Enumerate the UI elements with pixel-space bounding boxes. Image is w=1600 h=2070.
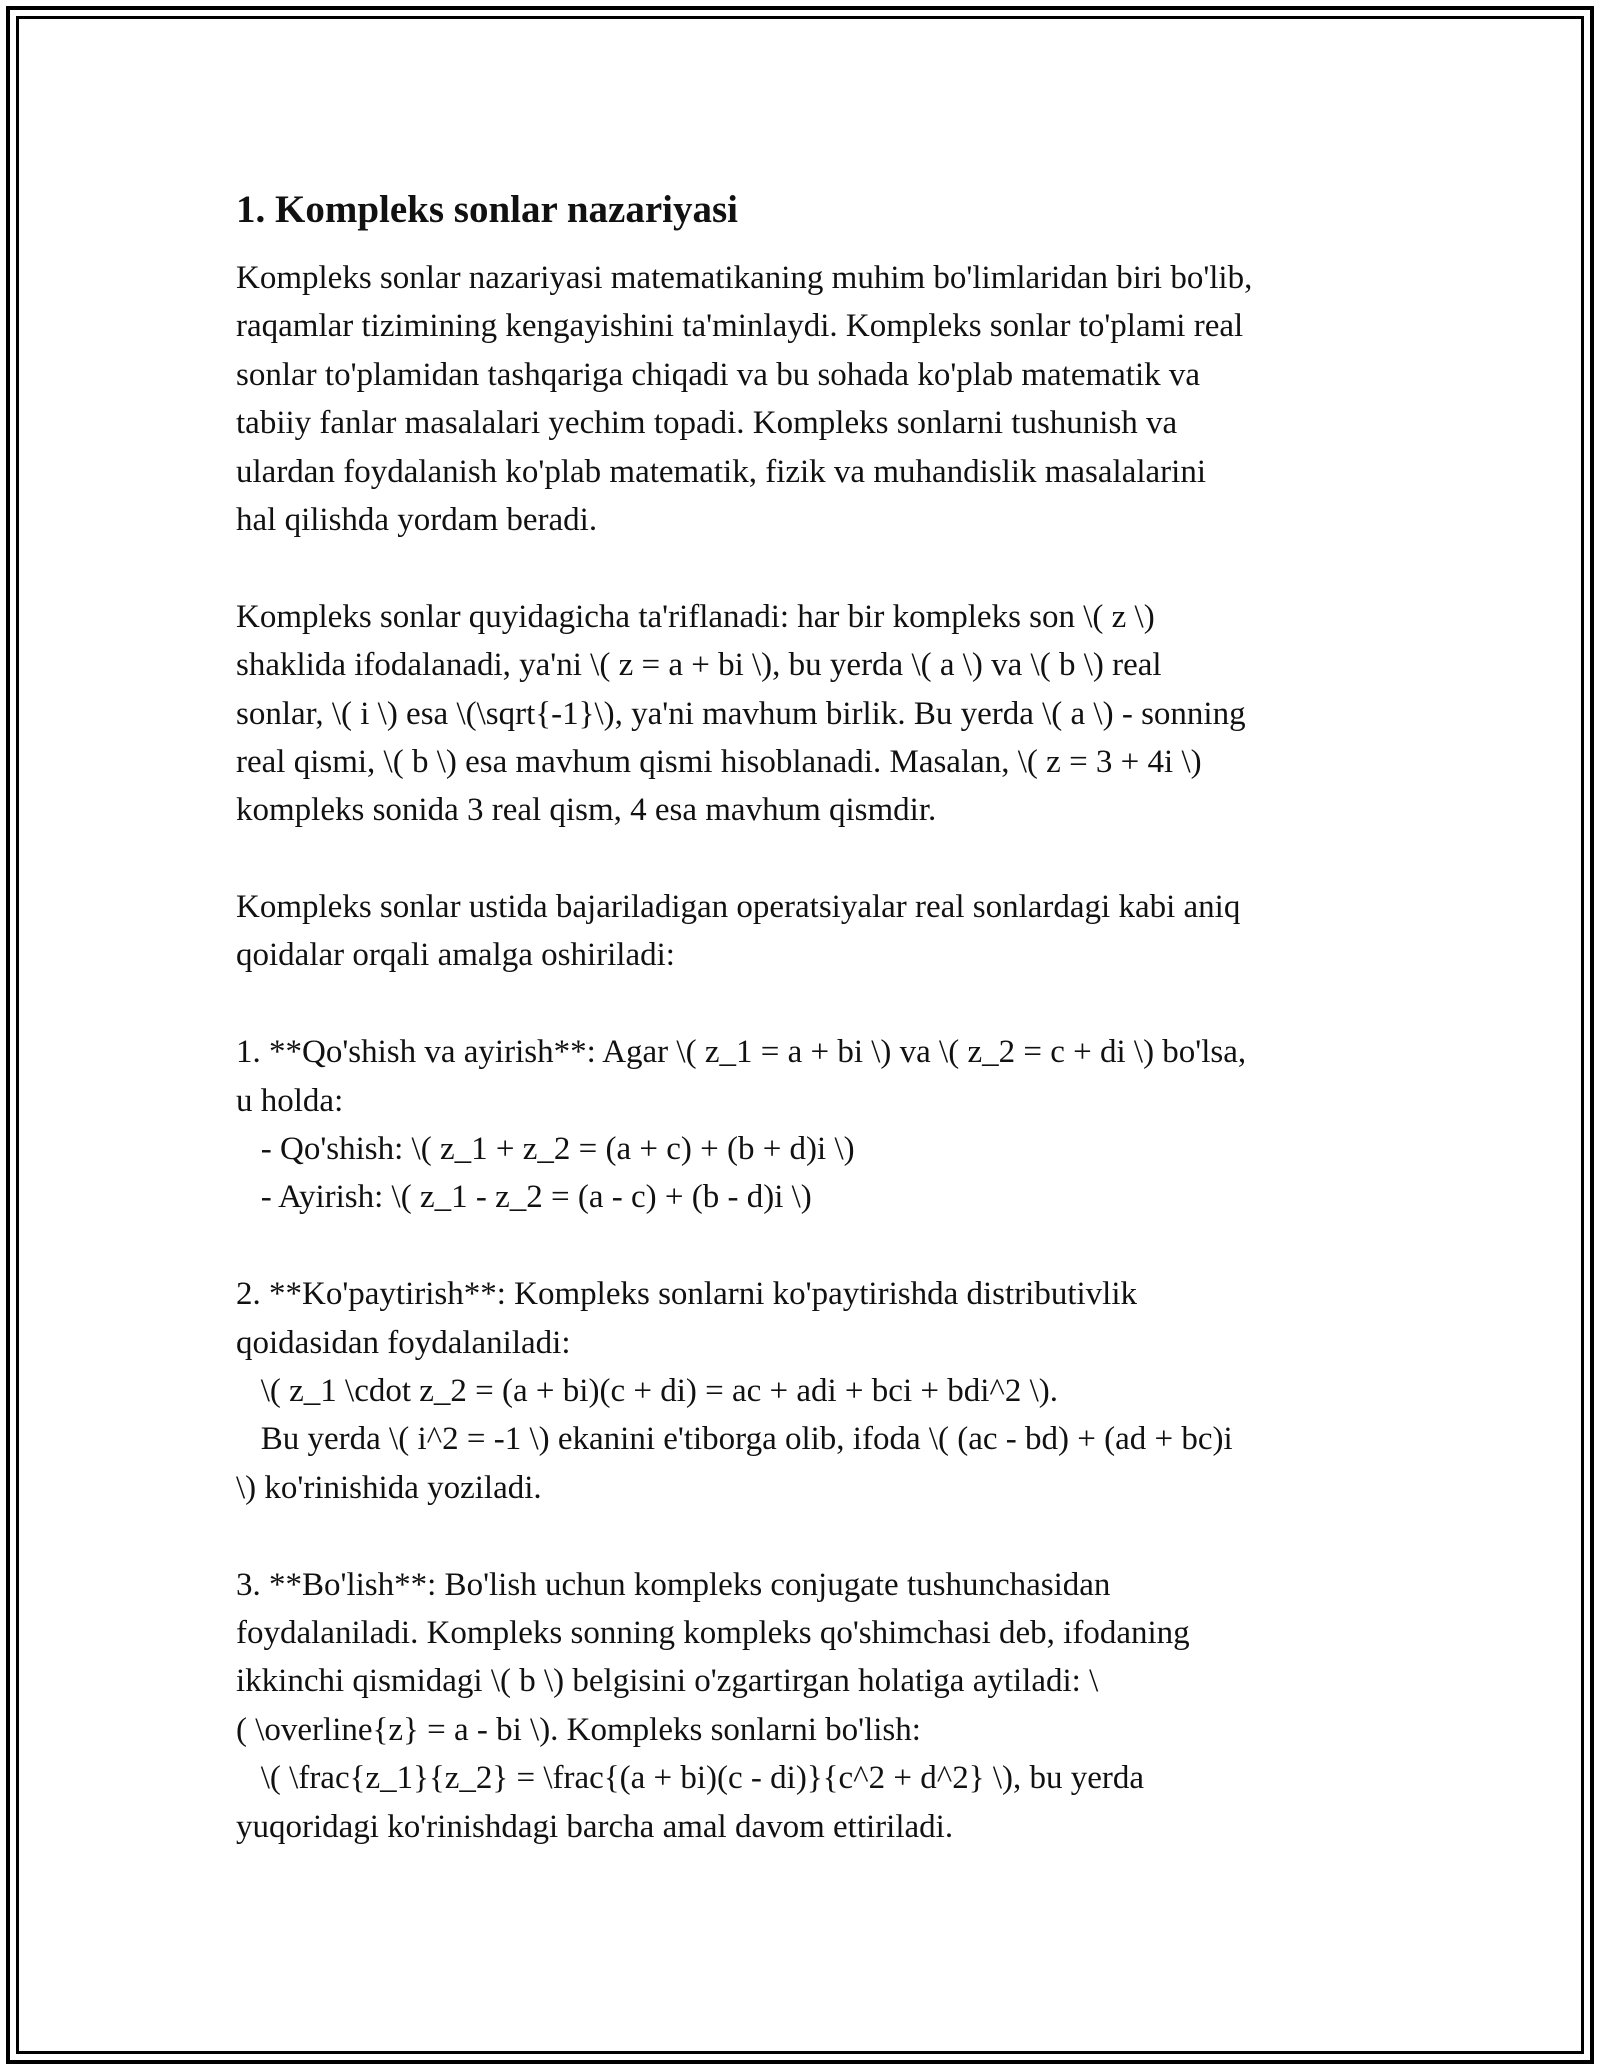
text-line: ulardan foydalanish ko'plab matematik, fizik va muhandislik masalalarini [236, 453, 1207, 490]
text-line: hal qilishda yordam beradi. [236, 501, 598, 538]
text-line: real qismi, \( b \) esa mavhum qismi hisoblanadi. Masalan, \( z = 3 + 4i \) [236, 743, 1202, 780]
section-title: 1. Kompleks sonlar nazariyasi [236, 188, 738, 231]
text-line: - Ayirish: \( z_1 - z_2 = (a - c) + (b - d)i \) [236, 1179, 812, 1216]
text-line: Kompleks sonlar nazariyasi matematikaning muhim bo'limlaridan biri bo'lib, [236, 260, 1253, 296]
text-line: u holda: [236, 1082, 344, 1119]
document-body [236, 186, 1376, 1851]
paragraph-gap [236, 1512, 1376, 1560]
text-line: yuqoridagi ko'rinishdagi barcha amal davom ettiriladi. [236, 1808, 954, 1845]
paragraph-gap [236, 544, 1376, 592]
paragraph-container [236, 254, 1376, 1851]
paragraph-gap [236, 980, 1376, 1028]
text-line: Kompleks sonlar quyidagicha ta'riflanadi: har bir kompleks son \( z \) [236, 598, 1155, 635]
text-line: Kompleks sonlar ustida bajariladigan operatsiyalar real sonlardagi kabi aniq [236, 889, 1241, 926]
text-line: sonlar, \( i \) esa \(\sqrt{-1}\), ya'ni mavhum birlik. Bu yerda \( a \) - sonning [236, 695, 1246, 732]
paragraph-3 [236, 883, 1376, 980]
text-line: shaklida ifodalanadi, ya'ni \( z = a + bi \), bu yerda \( a \) va \( b \) real [236, 647, 1162, 684]
text-line: \) ko'rinishida yoziladi. [236, 1469, 542, 1506]
text-line: sonlar to'plamidan tashqariga chiqadi va bu sohada ko'plab matematik va [236, 356, 1201, 393]
text-line: qoidalar orqali amalga oshiriladi: [236, 937, 675, 974]
paragraph-gap [236, 835, 1376, 883]
text-line: Bu yerda \( i^2 = -1 \) ekanini e'tiborga olib, ifoda \( (ac - bd) + (ad + bc)i [236, 1421, 1233, 1458]
text-line: kompleks sonida 3 real qism, 4 esa mavhum qismdir. [236, 792, 937, 829]
text-line: 1. **Qo'shish va ayirish**: Agar \( z_1 = a + bi \) va \( z_2 = c + di \) bo'lsa, [236, 1034, 1247, 1071]
text-line: \( \frac{z_1}{z_2} = \frac{(a + bi)(c - di)}{c^2 + d^2} \), bu yerda [236, 1760, 1145, 1797]
paragraph-gap [236, 1222, 1376, 1270]
text-line: ikkinchi qismidagi \( b \) belgisini o'zgartirgan holatiga aytiladi: \ [236, 1663, 1099, 1700]
text-line: 3. **Bo'lish**: Bo'lish uchun kompleks conjugate tushunchasidan [236, 1566, 1111, 1603]
paragraph-5 [236, 1270, 1376, 1512]
text-line: foydalaniladi. Kompleks sonning kompleks qo'shimchasi deb, ifodaning [236, 1614, 1190, 1651]
text-line: \( z_1 \cdot z_2 = (a + bi)(c + di) = ac + adi + bci + bdi^2 \). [236, 1372, 1059, 1409]
text-line: tabiiy fanlar masalalari yechim topadi. Kompleks sonlarni tushunish va [236, 405, 1178, 442]
text-line: - Qo'shish: \( z_1 + z_2 = (a + c) + (b + d)i \) [236, 1131, 855, 1168]
paragraph-1 [236, 254, 1376, 544]
text-line: 2. **Ko'paytirish**: Kompleks sonlarni ko'paytirishda distributivlik [236, 1276, 1137, 1313]
paragraph-2 [236, 593, 1376, 835]
paragraph-4 [236, 1028, 1376, 1222]
text-line: ( \overline{z} = a - bi \). Kompleks sonlarni bo'lish: [236, 1711, 921, 1748]
text-line: qoidasidan foydalaniladi: [236, 1324, 571, 1361]
text-line: raqamlar tizimining kengayishini ta'minlaydi. Kompleks sonlar to'plami real [236, 308, 1244, 345]
paragraph-6 [236, 1561, 1376, 1851]
